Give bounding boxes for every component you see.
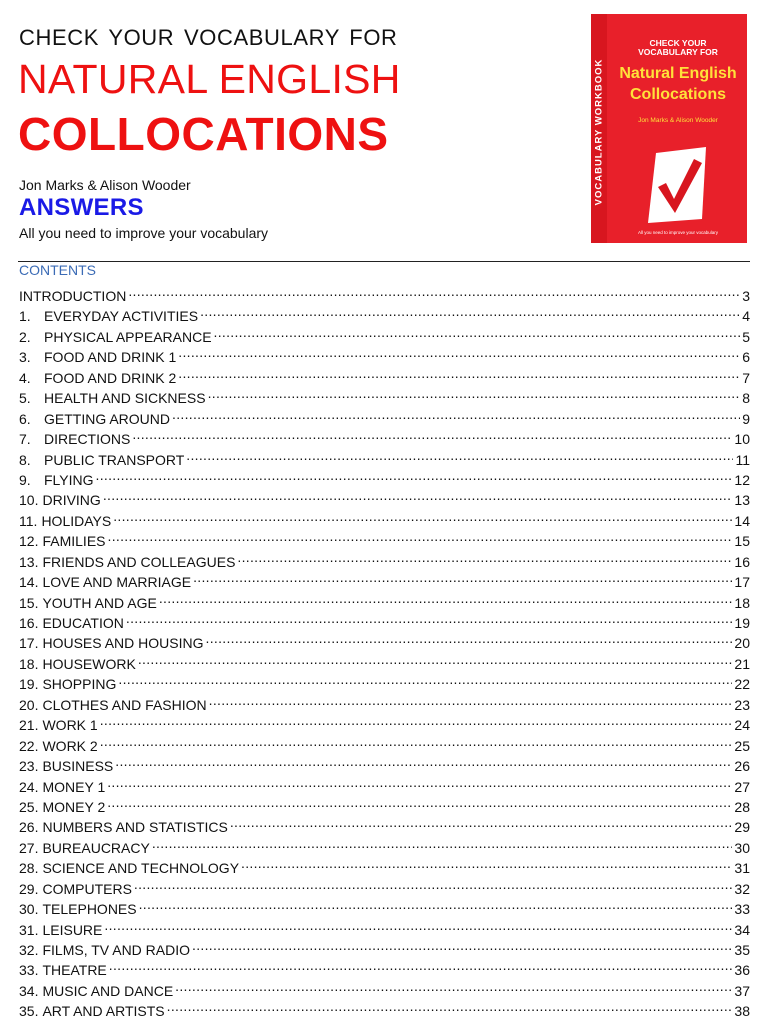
toc-entry-title: BUREAUCRACY (42, 839, 150, 856)
toc-dot-leader (100, 731, 733, 751)
toc-dot-leader (109, 955, 733, 975)
toc-dot-leader (113, 506, 732, 526)
toc-entry-title: SCIENCE AND TECHNOLOGY (42, 860, 240, 877)
toc-entry-page: 35 (734, 942, 750, 958)
toc-entry-number: 32. (19, 942, 39, 958)
toc-entry-page: 31 (734, 860, 750, 877)
cover-bottom-text: All you need to improve your vocabulary (637, 230, 719, 235)
toc-dot-leader (107, 792, 732, 812)
toc-entry-page: 10 (734, 431, 750, 448)
toc-dot-leader (214, 322, 741, 342)
toc-entry-title: FLYING (44, 471, 94, 488)
toc-entry-title: LOVE AND MARRIAGE (42, 574, 192, 591)
title-line-3: COLLOCATIONS (18, 108, 389, 160)
toc-entry-number: 35. (19, 1003, 39, 1020)
toc-entry-title: WORK 1 (42, 717, 98, 734)
toc-entry-page: 6 (742, 349, 750, 366)
cover-small-title-line-1: CHECK YOUR (649, 38, 707, 48)
toc-entry-page: 27 (734, 778, 750, 795)
toc-entry[interactable] (19, 669, 750, 693)
title-line-2: NATURAL ENGLISH (18, 56, 401, 102)
toc-entry-title: DIRECTIONS (44, 431, 131, 448)
toc-entry-title: GETTING AROUND (44, 410, 171, 427)
toc-entry-number: 10. (19, 492, 39, 509)
toc-dot-leader (103, 485, 733, 505)
toc-dot-leader (172, 404, 740, 424)
toc-entry-number: 9. (19, 471, 31, 488)
toc-entry-title: FRIENDS AND COLLEAGUES (42, 553, 236, 570)
toc-entry-number: 24. (19, 778, 39, 795)
toc-entry-number: 29. (19, 880, 39, 897)
table-of-contents (19, 281, 750, 1020)
toc-entry-title: HEALTH AND SICKNESS (44, 390, 206, 407)
toc-entry[interactable] (19, 710, 750, 734)
toc-entry-number: 17. (19, 635, 39, 652)
toc-dot-leader (186, 445, 733, 465)
toc-dot-leader (178, 363, 740, 383)
toc-entry-page: 15 (734, 533, 750, 550)
toc-entry-title: SHOPPING (42, 676, 117, 693)
toc-entry-title: DRIVING (42, 492, 101, 509)
toc-dot-leader (208, 383, 741, 403)
toc-dot-leader (241, 853, 732, 873)
toc-dot-leader (100, 710, 733, 730)
toc-entry-page: 19 (734, 615, 750, 631)
toc-entry-page: 12 (734, 471, 750, 488)
book-cover-image (591, 14, 747, 243)
toc-entry-number: 25. (19, 798, 39, 815)
cover-spine-text: VOCABULARY WORKBOOK (593, 58, 605, 206)
toc-dot-leader (107, 772, 732, 792)
toc-entry-page: 4 (742, 308, 750, 325)
toc-entry-page: 24 (734, 717, 750, 734)
toc-entry-number: 4. (19, 369, 31, 386)
toc-entry[interactable] (19, 976, 750, 999)
toc-entry-page: 23 (734, 696, 750, 713)
toc-entry-page: 32 (734, 880, 750, 897)
toc-dot-leader (206, 628, 733, 648)
toc-dot-leader (139, 894, 733, 914)
toc-dot-leader (167, 996, 733, 1016)
toc-entry-page: 9 (742, 410, 750, 427)
toc-entry-title: COMPUTERS (42, 880, 132, 897)
toc-entry[interactable] (19, 915, 750, 938)
toc-entry-page: 16 (734, 553, 750, 570)
toc-entry[interactable] (19, 812, 750, 836)
toc-entry-title: HOLIDAYS (41, 512, 112, 529)
toc-entry-page: 20 (734, 635, 750, 652)
toc-dot-leader (193, 567, 732, 587)
toc-entry[interactable] (19, 547, 750, 570)
contents-label: CONTENTS (19, 262, 96, 278)
toc-entry[interactable] (19, 792, 750, 815)
toc-dot-leader (108, 526, 733, 546)
toc-entry-page: 5 (742, 328, 750, 345)
toc-entry-number: 14. (19, 574, 39, 591)
toc-entry-number: 20. (19, 696, 39, 713)
toc-entry-title: YOUTH AND AGE (42, 594, 157, 611)
title-line-1: CHECK YOUR VOCABULARY FOR (19, 25, 398, 50)
toc-entry-title: ART AND ARTISTS (42, 1003, 165, 1020)
toc-entry-title: MONEY 2 (42, 798, 106, 815)
toc-entry-page: 3 (742, 288, 750, 304)
toc-entry-number: 27. (19, 839, 39, 856)
toc-entry-title: EVERYDAY ACTIVITIES (44, 308, 199, 325)
toc-entry-title: BUSINESS (42, 758, 114, 775)
toc-entry-title: EDUCATION (42, 615, 124, 631)
cover-authors: Jon Marks & Alison Wooder (638, 117, 718, 124)
toc-entry-number: 26. (19, 819, 39, 836)
toc-dot-leader (152, 833, 733, 853)
toc-entry-page: 28 (734, 798, 750, 815)
toc-entry-title: TELEPHONES (42, 901, 137, 918)
toc-entry-number: 5. (19, 390, 31, 407)
toc-entry-number: 18. (19, 655, 39, 672)
toc-entry-title: FOOD AND DRINK 1 (44, 349, 177, 366)
toc-dot-leader (200, 301, 740, 321)
toc-entry-page: 8 (742, 390, 750, 407)
toc-dot-leader (134, 874, 733, 894)
toc-entry-number: 7. (19, 431, 31, 448)
toc-entry-number: 33. (19, 962, 39, 979)
toc-entry-title: HOUSES AND HOUSING (42, 635, 204, 652)
tagline: All you need to improve your vocabulary (19, 225, 269, 241)
toc-entry-page: 22 (734, 676, 750, 693)
toc-entry-title: LEISURE (42, 921, 103, 938)
toc-dot-leader (138, 649, 733, 669)
toc-dot-leader (118, 669, 732, 689)
cover-big-title-line-2: Collocations (629, 86, 726, 103)
toc-entry-page: 21 (734, 655, 750, 672)
toc-entry-page: 34 (734, 921, 750, 938)
checkmark-box-icon (646, 147, 710, 223)
toc-entry[interactable] (19, 955, 750, 979)
toc-dot-leader (209, 690, 733, 710)
toc-entry-title: NUMBERS AND STATISTICS (42, 819, 228, 836)
toc-entry-title: MUSIC AND DANCE (42, 982, 174, 999)
toc-entry-title: THEATRE (42, 962, 107, 979)
toc-entry-page: 14 (734, 512, 750, 529)
toc-entry-number: 22. (19, 737, 39, 754)
toc-entry-number: 3. (19, 349, 31, 366)
toc-entry-number: 8. (19, 451, 31, 468)
toc-entry-page: 13 (734, 492, 750, 509)
toc-entry-page: 11 (735, 451, 750, 468)
toc-entry[interactable] (19, 608, 750, 631)
authors: Jon Marks & Alison Wooder (19, 177, 191, 193)
toc-entry-page: 33 (734, 901, 750, 918)
toc-dot-leader (96, 465, 733, 485)
toc-dot-leader (175, 976, 732, 996)
toc-entry-number: 21. (19, 717, 39, 734)
toc-entry[interactable] (19, 731, 750, 754)
cover-big-title-line-1: Natural English (619, 65, 737, 82)
toc-entry[interactable] (19, 690, 750, 713)
toc-entry-title: HOUSEWORK (42, 655, 136, 672)
toc-entry-title: MONEY 1 (42, 778, 106, 795)
toc-entry[interactable] (19, 751, 750, 775)
toc-entry-number: 19. (19, 676, 39, 693)
toc-entry[interactable] (19, 772, 750, 795)
toc-entry-title: INTRODUCTION (19, 288, 127, 304)
toc-entry[interactable] (19, 506, 750, 529)
toc-entry-title: WORK 2 (42, 737, 98, 754)
toc-entry-title: FILMS, TV AND RADIO (42, 942, 191, 958)
toc-entry[interactable] (19, 301, 750, 325)
toc-entry-number: 11. (19, 512, 38, 529)
toc-entry-page: 7 (742, 369, 750, 386)
cover-big-title (609, 63, 747, 105)
toc-dot-leader (192, 935, 732, 955)
toc-dot-leader (132, 424, 732, 444)
toc-entry-number: 16. (19, 615, 39, 631)
toc-entry-title: FAMILIES (42, 533, 106, 550)
toc-entry[interactable] (19, 526, 750, 550)
toc-dot-leader (115, 751, 732, 771)
toc-entry-page: 30 (734, 839, 750, 856)
toc-entry-title: PHYSICAL APPEARANCE (44, 328, 212, 345)
toc-entry-number: 2. (19, 328, 31, 345)
toc-dot-leader (128, 281, 740, 301)
toc-entry-page: 29 (734, 819, 750, 836)
toc-entry[interactable] (19, 281, 750, 304)
toc-entry-number: 30. (19, 901, 39, 918)
toc-dot-leader (237, 547, 732, 567)
toc-entry-number: 13. (19, 553, 39, 570)
toc-entry-number: 23. (19, 758, 39, 775)
toc-entry-number: 15. (19, 594, 39, 611)
toc-entry-number: 28. (19, 860, 39, 877)
toc-entry-number: 6. (19, 410, 31, 427)
toc-dot-leader (178, 342, 740, 362)
toc-entry-page: 37 (734, 982, 750, 999)
cover-small-title (609, 39, 747, 57)
toc-entry-title: CLOTHES AND FASHION (42, 696, 207, 713)
toc-entry[interactable] (19, 628, 750, 652)
toc-entry-number: 31. (19, 921, 39, 938)
toc-dot-leader (104, 915, 732, 935)
toc-entry-number: 12. (19, 533, 39, 550)
toc-entry-page: 38 (734, 1003, 750, 1020)
toc-entry[interactable] (19, 485, 750, 509)
toc-entry-title: PUBLIC TRANSPORT (44, 451, 185, 468)
toc-entry-page: 36 (734, 962, 750, 979)
toc-entry-page: 17 (734, 574, 750, 591)
toc-entry-page: 18 (734, 594, 750, 611)
toc-entry-number: 1. (19, 308, 31, 325)
toc-entry-page: 25 (734, 737, 750, 754)
toc-dot-leader (126, 608, 733, 628)
document-header (19, 24, 559, 160)
toc-entry-title: FOOD AND DRINK 2 (44, 369, 177, 386)
toc-entry[interactable] (19, 465, 750, 488)
answers-heading: ANSWERS (19, 194, 144, 221)
toc-dot-leader (159, 588, 733, 608)
header-divider (18, 261, 750, 262)
toc-entry-page: 26 (734, 758, 750, 775)
cover-small-title-line-2: VOCABULARY FOR (638, 47, 718, 57)
toc-entry[interactable] (19, 935, 750, 958)
toc-dot-leader (230, 812, 733, 832)
toc-entry-number: 34. (19, 982, 39, 999)
